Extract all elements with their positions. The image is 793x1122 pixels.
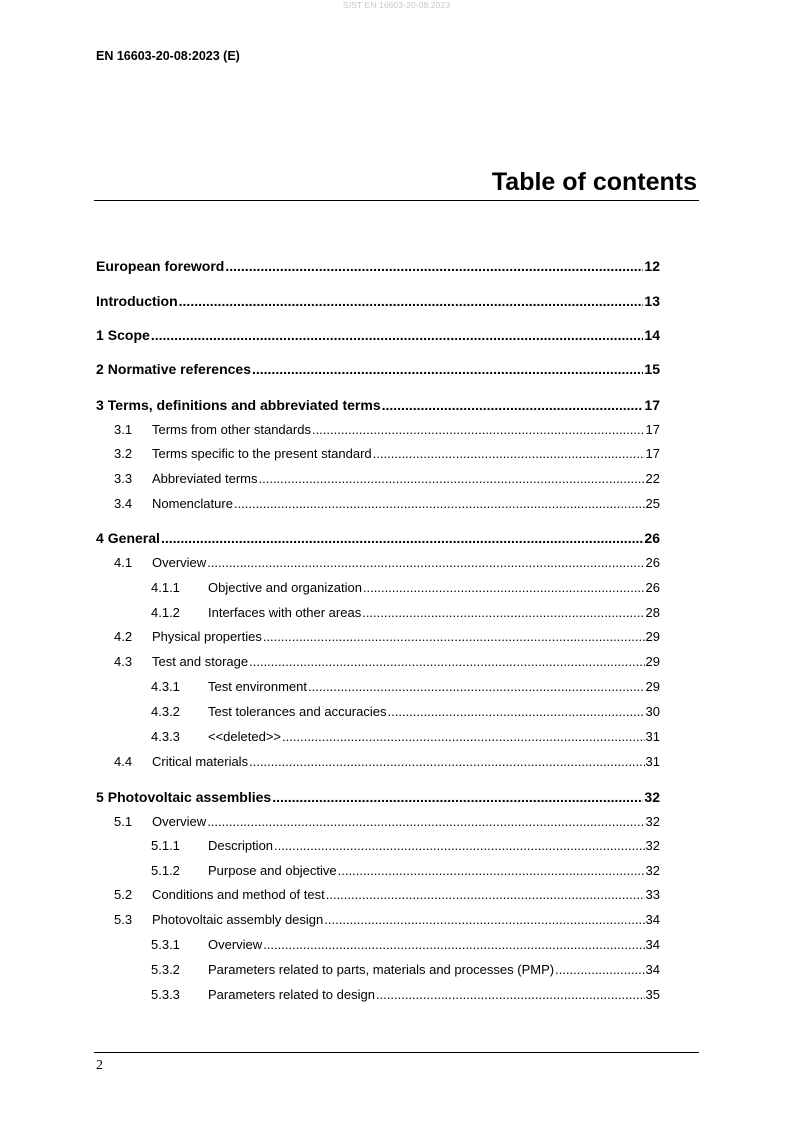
toc-entry-label: Purpose and objective — [208, 863, 337, 878]
toc-leader-dots — [382, 397, 644, 413]
toc-entry[interactable] — [96, 471, 660, 487]
toc-entry[interactable] — [96, 397, 660, 413]
toc-entry-number: 4.4 — [114, 754, 133, 769]
toc-entry-label: Test and storage — [152, 654, 249, 669]
toc-leader-dots — [252, 361, 643, 377]
toc-entry-page: 17 — [644, 397, 660, 413]
toc-entry-page: 22 — [645, 471, 660, 486]
toc-entry-page: 13 — [644, 293, 660, 309]
toc-entry-label: European foreword — [96, 258, 225, 274]
toc-entry-page: 33 — [645, 887, 660, 902]
toc-entry[interactable] — [96, 629, 660, 645]
toc-entry-page: 28 — [645, 605, 660, 620]
toc-entry-number: 2 — [96, 361, 104, 377]
table-of-contents — [96, 0, 660, 1122]
toc-entry[interactable] — [96, 293, 660, 309]
toc-entry-page: 29 — [645, 654, 660, 669]
toc-leader-dots — [207, 555, 644, 571]
toc-leader-dots — [282, 729, 645, 745]
toc-entry-label: Normative references — [107, 361, 251, 377]
toc-entry-number: 4.3 — [114, 654, 133, 669]
toc-entry-label: Parameters related to design — [208, 987, 375, 1002]
toc-leader-dots — [387, 704, 644, 720]
toc-entry-number: 5.1.1 — [151, 838, 180, 853]
toc-entry-number: 5.2 — [114, 887, 133, 902]
toc-leader-dots — [338, 863, 645, 879]
toc-entry[interactable] — [96, 987, 660, 1003]
toc-leader-dots — [179, 293, 644, 309]
toc-leader-dots — [324, 912, 644, 928]
toc-leader-dots — [363, 580, 645, 596]
toc-entry-label: Objective and organization — [208, 580, 362, 595]
toc-entry[interactable] — [96, 446, 660, 462]
toc-entry-label: Overview — [152, 814, 207, 829]
toc-leader-dots — [362, 605, 644, 621]
toc-entry[interactable] — [96, 654, 660, 670]
toc-leader-dots — [207, 814, 644, 830]
toc-entry[interactable] — [96, 887, 660, 903]
toc-entry-page: 17 — [645, 446, 660, 461]
toc-leader-dots — [234, 496, 645, 512]
toc-leader-dots — [263, 629, 645, 645]
toc-entry[interactable] — [96, 838, 660, 854]
toc-leader-dots — [225, 258, 643, 274]
toc-entry-page: 34 — [645, 912, 660, 927]
toc-leader-dots — [249, 754, 644, 770]
toc-entry-label: General — [107, 530, 160, 546]
toc-entry-number: 5.1.2 — [151, 863, 180, 878]
toc-entry-number: 5 — [96, 789, 104, 805]
toc-entry-page: 32 — [645, 838, 660, 853]
toc-entry-label: Terms specific to the present standard — [152, 446, 372, 461]
toc-entry-number: 5.1 — [114, 814, 133, 829]
toc-entry-label: Photovoltaic assemblies — [107, 789, 272, 805]
toc-entry[interactable] — [96, 863, 660, 879]
toc-entry-page: 29 — [645, 679, 660, 694]
toc-entry-label: <<deleted>> — [208, 729, 282, 744]
toc-entry-number: 4.1.2 — [151, 605, 180, 620]
toc-entry-page: 35 — [645, 987, 660, 1002]
toc-leader-dots — [308, 679, 645, 695]
document-id: EN 16603-20-08:2023 (E) — [96, 49, 240, 63]
toc-entry[interactable] — [96, 704, 660, 720]
toc-entry-number: 3 — [96, 397, 104, 413]
toc-entry-label: Abbreviated terms — [152, 471, 258, 486]
toc-entry-label: Test environment — [208, 679, 307, 694]
toc-entry-number: 4 — [96, 530, 104, 546]
toc-entry-number: 4.3.1 — [151, 679, 180, 694]
toc-entry-number: 4.1.1 — [151, 580, 180, 595]
page-title: Table of contents — [491, 168, 697, 196]
toc-leader-dots — [151, 327, 644, 343]
toc-entry-page: 31 — [645, 729, 660, 744]
toc-entry-number: 4.3.2 — [151, 704, 180, 719]
toc-entry-page: 32 — [645, 863, 660, 878]
toc-entry-page: 17 — [645, 422, 660, 437]
toc-entry[interactable] — [96, 962, 660, 978]
toc-entry-page: 31 — [645, 754, 660, 769]
toc-entry-page: 26 — [645, 580, 660, 595]
toc-entry-label: Overview — [152, 555, 207, 570]
toc-entry-label: Scope — [107, 327, 150, 343]
toc-entry[interactable] — [96, 361, 660, 377]
toc-entry[interactable] — [96, 679, 660, 695]
toc-entry-page: 34 — [645, 962, 660, 977]
toc-entry-page: 12 — [644, 258, 660, 274]
toc-entry-page: 25 — [645, 496, 660, 511]
toc-leader-dots — [376, 987, 645, 1003]
toc-entry[interactable] — [96, 605, 660, 621]
toc-entry-label: Parameters related to parts, materials and processes (PMP) — [208, 962, 555, 977]
toc-leader-dots — [249, 654, 644, 670]
toc-leader-dots — [312, 422, 645, 438]
toc-entry-page: 34 — [645, 937, 660, 952]
toc-entry-label: Introduction — [96, 293, 178, 309]
toc-entry-number: 3.3 — [114, 471, 133, 486]
watermark: SIST EN 16603-20-08:2023 — [342, 0, 451, 10]
toc-entry-page: 15 — [644, 361, 660, 377]
toc-entry-page: 14 — [644, 327, 660, 343]
toc-entry-number: 5.3.2 — [151, 962, 180, 977]
toc-entry-label: Overview — [208, 937, 263, 952]
toc-entry[interactable] — [96, 580, 660, 596]
toc-entry-number: 5.3.3 — [151, 987, 180, 1002]
toc-leader-dots — [373, 446, 645, 462]
toc-leader-dots — [555, 962, 644, 978]
toc-entry[interactable] — [96, 258, 660, 274]
toc-entry-label: Critical materials — [152, 754, 249, 769]
toc-entry-number: 3.4 — [114, 496, 133, 511]
toc-entry[interactable] — [96, 422, 660, 438]
toc-entry-label: Physical properties — [152, 629, 262, 644]
toc-entry-number: 3.2 — [114, 446, 133, 461]
toc-entry-page: 29 — [645, 629, 660, 644]
toc-entry-label: Nomenclature — [152, 496, 233, 511]
toc-leader-dots — [263, 937, 644, 953]
toc-leader-dots — [326, 887, 645, 903]
toc-entry-number: 5.3.1 — [151, 937, 180, 952]
toc-entry[interactable] — [96, 530, 660, 546]
toc-entry-page: 26 — [644, 530, 660, 546]
toc-leader-dots — [272, 789, 643, 805]
toc-entry-page: 30 — [645, 704, 660, 719]
toc-entry-page: 26 — [645, 555, 660, 570]
toc-entry[interactable] — [96, 814, 660, 830]
toc-entry-label: Interfaces with other areas — [208, 605, 362, 620]
footer-rule — [94, 1052, 699, 1053]
toc-leader-dots — [161, 530, 643, 546]
toc-entry-page: 32 — [644, 789, 660, 805]
toc-entry[interactable] — [96, 496, 660, 512]
toc-entry-label: Photovoltaic assembly design — [152, 912, 324, 927]
toc-entry[interactable] — [96, 555, 660, 571]
page-number: 2 — [96, 1058, 103, 1073]
toc-entry-label: Terms from other standards — [152, 422, 311, 437]
toc-entry[interactable] — [96, 327, 660, 343]
toc-entry-label: Description — [208, 838, 274, 853]
toc-entry[interactable] — [96, 729, 660, 745]
toc-entry[interactable] — [96, 754, 660, 770]
toc-entry[interactable] — [96, 789, 660, 805]
toc-entry-label: Conditions and method of test — [152, 887, 325, 902]
toc-entry[interactable] — [96, 912, 660, 928]
toc-entry[interactable] — [96, 937, 660, 953]
toc-entry-label: Terms, definitions and abbreviated terms — [107, 397, 381, 413]
toc-leader-dots — [259, 471, 645, 487]
toc-entry-number: 4.2 — [114, 629, 133, 644]
toc-entry-number: 1 — [96, 327, 104, 343]
toc-entry-number: 5.3 — [114, 912, 133, 927]
toc-entry-number: 4.1 — [114, 555, 133, 570]
toc-entry-label: Test tolerances and accuracies — [208, 704, 387, 719]
toc-leader-dots — [274, 838, 645, 854]
toc-entry-page: 32 — [645, 814, 660, 829]
toc-entry-number: 4.3.3 — [151, 729, 180, 744]
toc-entry-number: 3.1 — [114, 422, 133, 437]
